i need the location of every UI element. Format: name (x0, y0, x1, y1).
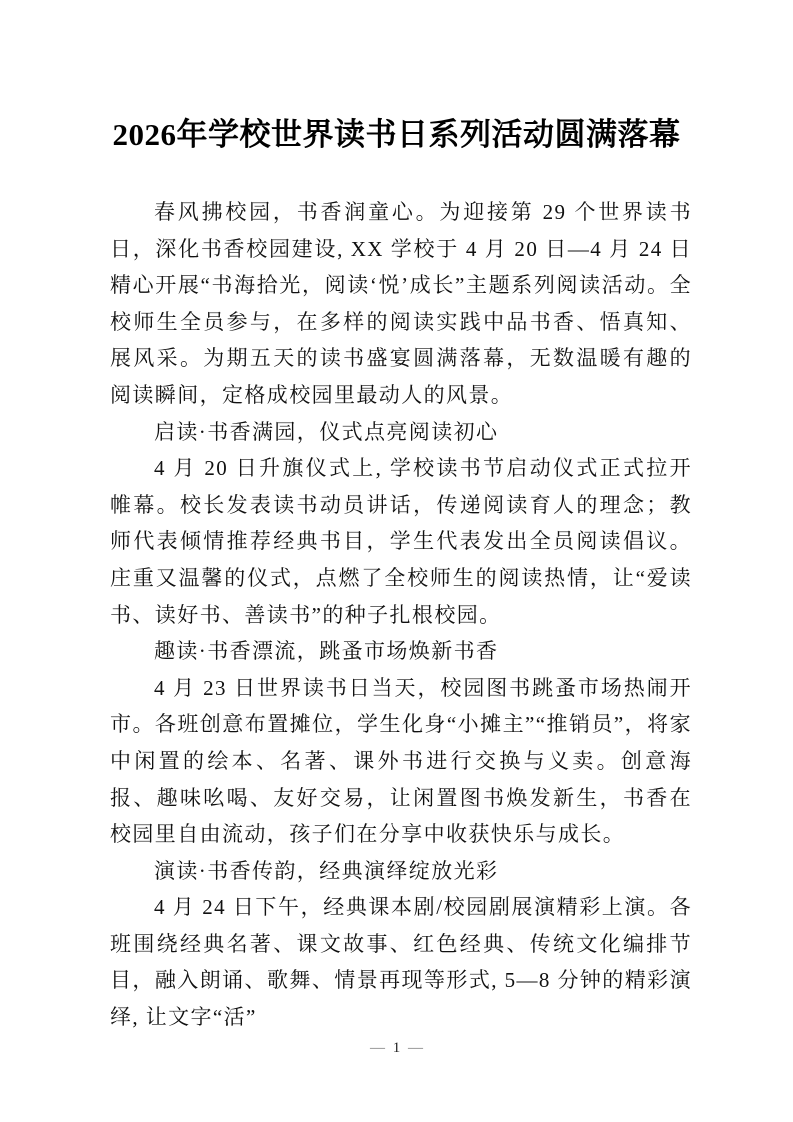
page-number: 1 (392, 1040, 401, 1056)
drama-paragraph: 4 月 24 日下午，经典课本剧/校园剧展演精彩上演。各班围绕经典名著、课文故事、红色经典、传统文化编排节目，融入朗诵、歌舞、情景再现等形式, 5—8 分钟的精彩演绎, 让文字“活” (110, 895, 692, 1030)
document-title: 2026年学校世界读书日系列活动圆满落幕 (112, 117, 681, 152)
flea-market-paragraph: 4 月 23 日世界读书日当天，校园图书跳蚤市场热闹开市。各班创意布置摊位，学生化身“小摊主”“推销员”，将家中闲置的绘本、名著、课外书进行交换与义卖。创意海报、趣味吆喝、友好交易，让闲置图书焕发新生，书香在校园里自由流动，孩子们在分享中收获快乐与成长。 (110, 675, 692, 847)
section-heading-flea-market: 趣读·书香漂流，跳蚤市场焕新书香 (154, 639, 499, 664)
opening-ceremony-paragraph: 4 月 20 日升旗仪式上, 学校读书节启动仪式正式拉开帷幕。校长发表读书动员讲话，传递阅读育人的理念；教师代表倾情推荐经典书目，学生代表发出全员阅读倡议。庄重又温馨的仪式，点燃了全校师生的阅读热情，让“爱读书、读好书、善读书”的种子扎根校园。 (110, 456, 692, 627)
document-body (110, 194, 692, 1036)
page-footer (0, 1036, 793, 1060)
intro-paragraph: 春风拂校园，书香润童心。为迎接第 29 个世界读书日，深化书香校园建设, XX 学校于 4 月 20 日—4 月 24 日精心开展“书海拾光，阅读‘悦’成长”主题系列阅读活动。全校师生全员参与，在多样的阅读实践中品书香、悟真知、展风采。为期五天的读书盛宴圆满落幕，无数温暖有趣的阅读瞬间，定格成校园里最动人的风景。 (110, 200, 692, 407)
footer-dash-right: — (408, 1040, 423, 1056)
footer-dash-left: — (370, 1040, 385, 1056)
section-heading-opening: 启读·书香满园，仪式点亮阅读初心 (154, 419, 499, 444)
section-heading-drama: 演读·书香传韵，经典演绎绽放光彩 (154, 858, 499, 883)
